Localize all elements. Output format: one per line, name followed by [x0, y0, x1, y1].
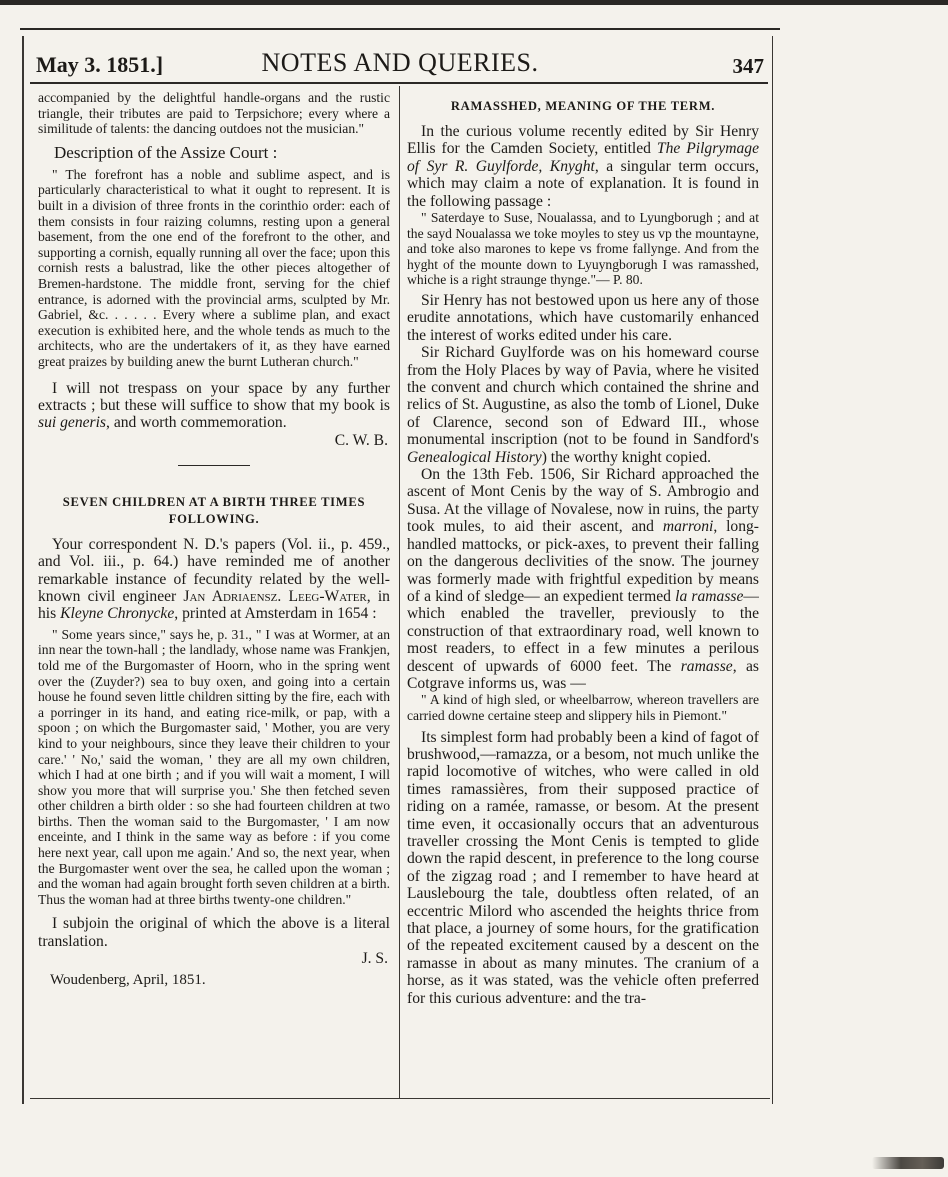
saterdaye-quote: " Saterdaye to Suse, Noualassa, and to Lyungborugh ; and at the sayd Noualassa we toke moyles to stey us vp the mountayne, and toke also marones to kepe vs frome fallynge. And from the hyght of the mounte down to Lyuyngborugh I was ramasshed, whiche is a right straunge thynge."— P. 80. — [407, 210, 759, 288]
mont-cenis-text: On the 13th Feb. 1506, Sir Richard approached the ascent of Mont Cenis by the way of S. Ambrogio and Susa. At the village of Novalese, now in ruins, the party took mules, to aid their ascent, and — [407, 466, 759, 536]
genealogical-history-title: Genealogical History — [407, 448, 542, 466]
curious-text-end: , a singular term occurs, which may claim a note of explanation. It is found in the following passage : — [407, 157, 759, 210]
trespass-italic: sui generis — [38, 414, 107, 432]
mont-cenis-text-4: , as Cotgrave informs us, was — — [407, 657, 759, 692]
left-column — [38, 90, 390, 989]
marroni-term: marroni — [662, 518, 714, 536]
trespass-text-end: , and worth commemoration. — [106, 414, 287, 432]
ramasse-term: ramasse — [680, 657, 733, 675]
trespass-text: I will not trespass on your space by any further extracts ; but these will suffice to show that my book is — [38, 379, 390, 414]
signature-js: J. S. — [361, 950, 388, 968]
guylforde-text: Sir Richard Guylforde was on his homeward course from the Holy Places by way of Pavia, where he visited the convent and church which contained the shrine and relics of St. Augustine, as also the tomb of Lionel, Duke of Clarence, second son of Edward III., whose monumental inscription (not to be found in Sandford's — [407, 344, 759, 449]
correspondent-text: Your correspondent N. D.'s papers (Vol. ii., p. 459., and Vol. iii., p. 64.) have reminded me of another remarkable instance of fecundity related by the well-known civil engineer — [38, 535, 390, 605]
seven-children-heading: SEVEN CHILDREN AT A BIRTH THREE TIMES FOLLOWING. — [62, 494, 366, 526]
la-ramasse-term: la ramasse — [675, 587, 744, 605]
bestowed-paragraph: Sir Henry has not bestowed upon us here any of those erudite annotations, which have customarily enhanced the interest of works edited under his care. — [407, 292, 759, 344]
assize-court-quote: " The forefront has a noble and sublime aspect, and is particularly characteristical to what it ought to represent. It is built in a division of three fronts in the corinthio order: each of them consists in four raizing columns, resting upon a general basement, from the one end of the forefront to the other, and supporting a cornish, equally running all over the face; upon this cornish rests a balustrad, like the other pieces altogether of Bremen-hardstone. The middle front, serving for the chief entrance, is adorned with the provincial arms, sculpted by Mr. Gabriel, &c. . . . . . Every where a sublime plan, and exact execution is exhibited here, and the whole tends as much to the architects, who are the undertakers of it, as they have earned great praizes by building anew the burnt Lutheran church." — [38, 166, 390, 369]
mont-cenis-text-3: — which enabled the traveller, previously to the construction of that extraordinary road, well known to most readers, to effect in a few minutes a perilous descent of upwards of 6000 feet. The — [407, 587, 759, 675]
correspondent-paragraph — [38, 536, 390, 623]
mont-cenis-text-2: , long-handled mattocks, or pick-axes, to prevent their falling on the dangerous declivities of the snow. The journey was formerly made with frightful expedition by means of a kind of sledge— an expedient termed — [407, 518, 759, 605]
curious-volume-paragraph — [407, 123, 759, 210]
correspondent-text-end: , printed at Amsterdam in 1654 : — [174, 605, 377, 623]
curious-text: In the curious volume recently edited by Sir Henry Ellis for the Camden Society, entitled — [407, 123, 759, 158]
continuation-paragraph: accompanied by the delightful handle-organs and the rustic triangle, their tributes are paid to Terpsichore; every where a similitude of talents: the dancing outdoes not the musician." — [38, 90, 390, 137]
header-date: May 3. 1851.] — [36, 52, 164, 77]
guylforde-text-end: ) the worthy knight copied. — [541, 448, 712, 466]
simplest-form-paragraph: Its simplest form had probably been a kind of fagot of brushwood,—ramazza, or a besom, not much unlike the rapid locomotive of witches, who were called in old times ramassières, from their supposed practice of riding on a ramée, ramasse, or besom. At the present time even, it occasionally occurs that an adventurous traveller crossing the Mont Cenis is tempted to glide down the rapid descent, in preference to the long course of the zigzag road ; and I remember to have heard at Lauslebourg the tale, doubtless often related, of an eccentric Milord who ascended the heights thrice from that place, a journey of some hours, for the gratification of the repeated excitement caused by a descent on the ramasse in about as many minutes. The cranium of a horse, as it was stated, was the vehicle often preferred for this curious adventure: and the tra- — [407, 728, 759, 1007]
footer-rule — [30, 1098, 770, 1099]
column-divider — [399, 86, 400, 1098]
place-date: Woudenberg, April, 1851. — [50, 972, 206, 989]
article-separator — [178, 465, 250, 466]
mont-cenis-paragraph — [407, 466, 759, 692]
right-column — [407, 90, 759, 1007]
signature-cwb: C. W. B. — [334, 431, 388, 449]
page-header — [36, 44, 764, 80]
correspondent-text-mid: , in his — [38, 587, 390, 623]
book-title: Kleyne Chronycke — [60, 605, 175, 623]
engineer-name: Jan Adriaensz. Leeg-Water — [183, 587, 367, 605]
scan-border-rule — [20, 28, 780, 30]
guylforde-paragraph — [407, 344, 759, 466]
journal-title: NOTES AND QUERIES. — [261, 48, 539, 77]
subjoin-paragraph: I subjoin the original of which the above is a literal translation. — [38, 915, 390, 950]
page-number: 347 — [732, 54, 764, 78]
ramasshed-heading: RAMASSHED, MEANING OF THE TERM. — [450, 99, 716, 113]
pilgrymage-title: The Pilgrymage of Syr R. Guylforde, Knyght — [407, 140, 759, 175]
assize-court-subheading: Description of the Assize Court : — [54, 142, 278, 162]
cotgrave-quote: " A kind of high sled, or wheelbarrow, whereon travellers are carried downe certaine steep and slippery hils in Piemont." — [407, 692, 759, 723]
children-quote: " Some years since," says he, p. 31., " I was at Wormer, at an inn near the town-hall ; the landlady, whose name was Frankjen, told me of the Burgomaster of Hoorn, who in the spring went over the (Zuyder?) sea to buy oxen, and going into a certain house he found seven little children sitting by the fire, each with a porringer in its hand, and eating rice-milk, or pap, with a spoon ; on which the Burgomaster said, ' Mother, you are very kind to your neighbours, since they leave their children to your care.' ' No,' said the woman, ' they are all my own children, which I had at one birth ; and if you will wait a moment, I will show you more that will surprise you.' She then fetched seven other children a birth older : so she had fourteen children at two births. Then the woman said to the Burgomaster, ' I am now enceinte, and I think in the same way as before : if you come here next year, call upon me again.' And so, the next year, when the Burgomaster went over the sea, he called upon the woman ; and the woman had again brought forth seven children at a birth. Thus the woman had at three births twenty-one children." — [38, 626, 390, 907]
trespass-paragraph — [38, 380, 390, 432]
scan-ink-smudge — [872, 1157, 944, 1169]
header-rule — [30, 82, 768, 84]
scan-border-top — [0, 0, 948, 5]
